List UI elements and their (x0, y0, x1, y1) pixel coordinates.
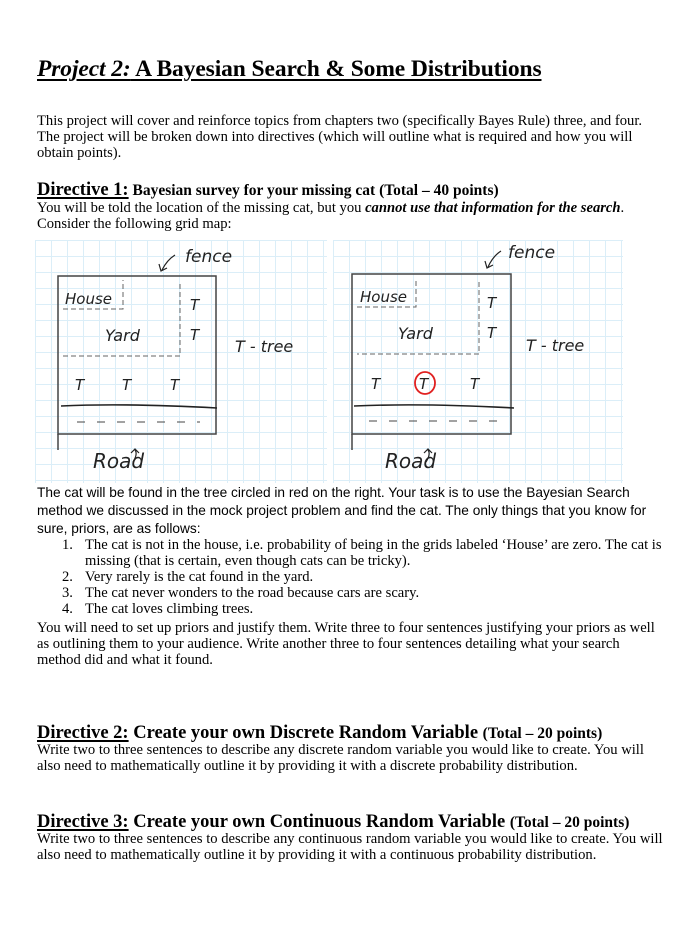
directive-1-label: Directive 1: (37, 180, 129, 200)
directive-3-title: Create your own Continuous Random Variable (128, 812, 510, 832)
house-label: House (360, 288, 408, 306)
directive-3-body: Write two to three sentences to describe any continuous random variable you would like to create. You will also need to mathematically outline it by providing it with a continuous probability distribution. (37, 831, 663, 863)
prior-item (37, 569, 667, 585)
prior-text: The cat is not in the house, i.e. probability of being in the grids labeled ‘House’ are zero. The cat is missing (that is certain, even though cats can be tricky). (85, 537, 662, 569)
tree-marker: T (190, 296, 200, 314)
prior-item (37, 585, 667, 601)
directive-1-heading (37, 180, 499, 201)
house-label: House (65, 290, 113, 308)
directive-2-points: (Total – 20 points) (482, 725, 603, 742)
road-label: Road (385, 449, 437, 473)
tree-marker: T (122, 376, 132, 394)
prior-number: 2. (62, 569, 73, 585)
fence-label: fence (508, 243, 556, 263)
tree-marker: T (371, 375, 381, 393)
circled-tree-marker: T (419, 375, 429, 393)
directive-3-label: Directive 3: (37, 812, 129, 832)
tree-legend: T - tree (235, 337, 294, 356)
directive-2-body: Write two to three sentences to describe any discrete random variable you would like to create. You will also need to mathematically outline it by providing it with a discrete probability distribution. (37, 742, 644, 774)
prior-number: 1. (62, 537, 73, 553)
title-italic: Project 2: (37, 56, 131, 82)
prior-text: Very rarely is the cat found in the yard. (85, 569, 314, 585)
yard-label: Yard (105, 326, 140, 345)
directive-3-heading (37, 812, 629, 833)
intro-paragraph: This project will cover and reinforce topics from chapters two (specifically Bayes Rule) three, and four. The project will be broken down into directives (which will outline what is required and how you will obtain points). (37, 113, 643, 161)
tree-marker: T (75, 376, 85, 394)
left-map-label-layer (35, 240, 327, 483)
directive-3-points: (Total – 20 points) (509, 814, 630, 831)
directive-1-closing: You will need to set up priors and justify them. Write three to four sentences justifying your priors as well as outlining them to your audience. Write another three to four sentences detailing what your search method did and what it found. (37, 620, 655, 668)
prior-text: The cat never wonders to the road because cars are scary. (85, 585, 420, 601)
right-map-labels (333, 240, 623, 483)
directive-2-label: Directive 2: (37, 723, 129, 743)
priors-list (37, 537, 667, 617)
directive-2-heading (37, 723, 602, 744)
yard-label: Yard (398, 324, 433, 343)
tree-marker: T (487, 294, 497, 312)
grid-map-left (35, 240, 327, 483)
fence-label: fence (185, 247, 233, 267)
d1-body-text: You will be told the location of the missing cat, but you (37, 200, 366, 216)
d1-body-text-end: . Consider the following grid map: (37, 200, 625, 232)
grid-map-right (333, 240, 623, 483)
prior-number: 4. (62, 601, 73, 617)
page-title (37, 56, 542, 83)
title-rest: A Bayesian Search & Some Distributions (130, 56, 542, 82)
prior-text: The cat loves climbing trees. (85, 601, 254, 617)
directive-1-title: Bayesian survey for your missing cat (128, 182, 380, 199)
tree-marker: T (170, 376, 180, 394)
tree-marker: T (487, 324, 497, 342)
task-paragraph: The cat will be found in the tree circled in red on the right. Your task is to use the Bayesian Search method we discussed in the mock project problem and find the cat. The only things that you know for sure, priors, are as follows: (37, 485, 647, 536)
right-map-label-layer (333, 240, 623, 483)
directive-2-title: Create your own Discrete Random Variable (128, 723, 483, 743)
tree-legend: T - tree (526, 336, 585, 355)
prior-item (37, 537, 667, 569)
prior-number: 3. (62, 585, 73, 601)
tree-marker: T (190, 326, 200, 344)
tree-marker: T (470, 375, 480, 393)
directive-1-body (37, 200, 667, 232)
road-label: Road (93, 449, 145, 473)
d1-body-emphasis: cannot use that information for the search (365, 200, 621, 216)
left-map-labels (35, 240, 327, 483)
prior-item (37, 601, 667, 617)
directive-1-points: (Total – 40 points) (379, 182, 499, 199)
